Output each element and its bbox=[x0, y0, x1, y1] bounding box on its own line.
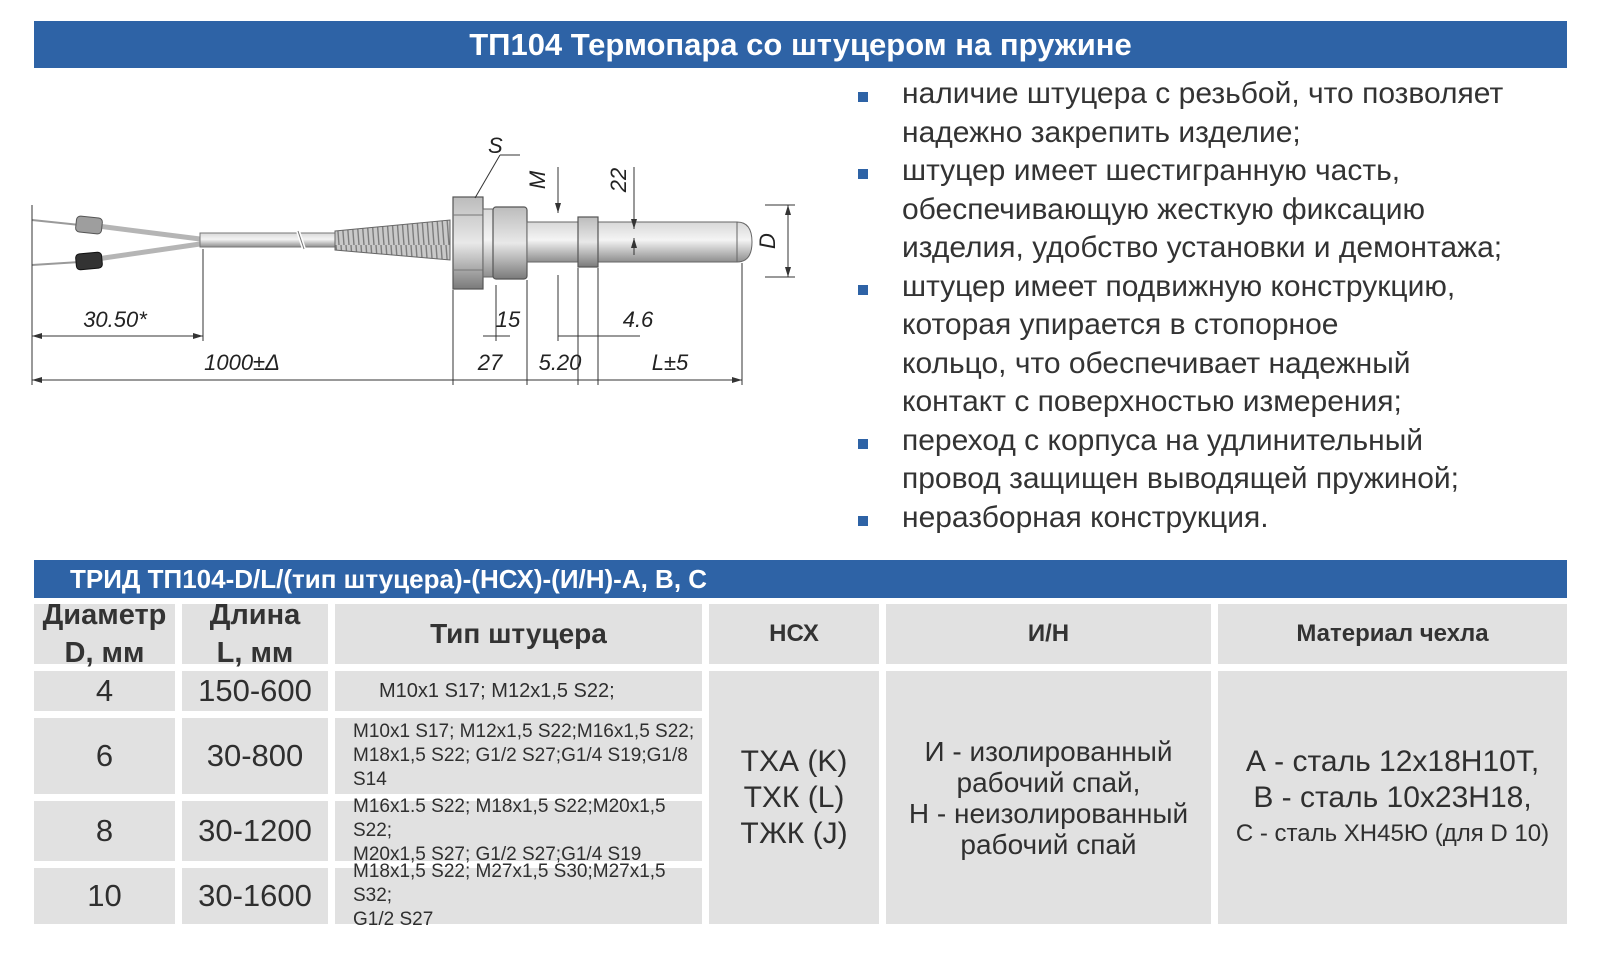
row-diameter: 8 bbox=[34, 801, 175, 861]
label-4-6: 4.6 bbox=[622, 307, 654, 332]
row-length: 30-1200 bbox=[182, 801, 328, 861]
spec-table bbox=[34, 599, 1567, 944]
row-length: 30-1600 bbox=[182, 868, 328, 924]
row-length: 150-600 bbox=[182, 671, 328, 711]
stop-ring bbox=[578, 217, 598, 267]
fitting-body bbox=[493, 207, 527, 279]
label-27: 27 bbox=[477, 350, 503, 375]
label-5-20: 5.20 bbox=[538, 350, 582, 375]
feature-item: штуцер имеет подвижную конструкцию, которая упирается в стопорное кольцо, что обеспечивает надежный контакт с поверхностью измерения; bbox=[850, 268, 1580, 422]
row-diameter: 10 bbox=[34, 868, 175, 924]
row-fitting: M16x1.5 S22; M18x1,5 S22;M20x1,5 S22; M20x1,5 S27; G1/2 S27;G1/4 S19 bbox=[335, 801, 702, 861]
row-diameter: 6 bbox=[34, 718, 175, 794]
row-fitting: M10x1 S17; M12x1,5 S22; bbox=[335, 671, 702, 711]
material-line: В - сталь 10х23Н18, bbox=[1253, 780, 1532, 814]
order-code-bar: ТРИД ТП104-D/L/(тип штуцера)-(НСХ)-(И/Н)-А, В, С bbox=[34, 560, 1567, 598]
square-bullet-icon bbox=[858, 439, 868, 449]
row-length: 30-800 bbox=[182, 718, 328, 794]
square-bullet-icon bbox=[858, 285, 868, 295]
feature-item: наличие штуцера с резьбой, что позволяет надежно закрепить изделие; bbox=[850, 75, 1580, 152]
square-bullet-icon bbox=[858, 169, 868, 179]
row-fitting: M10x1 S17; M12x1,5 S22;M16x1,5 S22; M18x1,5 S22; G1/2 S27;G1/4 S19;G1/8 S14 bbox=[335, 718, 702, 794]
thermocouple-drawing bbox=[30, 125, 820, 400]
header-in: И/Н bbox=[886, 604, 1211, 664]
feature-item: переход с корпуса на удлинительный провод защищен выводящей пружиной; bbox=[850, 422, 1580, 499]
feature-item: штуцер имеет шестигранную часть, обеспечивающую жесткую фиксацию изделия, удобство установки и демонтажа; bbox=[850, 152, 1580, 268]
header-nsh: НСХ bbox=[709, 604, 879, 664]
feature-item: неразборная конструкция. bbox=[850, 499, 1580, 538]
material-line: А - сталь 12х18Н10Т, bbox=[1245, 744, 1540, 778]
in-values: И - изолированный рабочий спай, Н - неизолированный рабочий спай bbox=[886, 671, 1211, 924]
sheath bbox=[527, 222, 737, 262]
label-1000: 1000±Δ bbox=[204, 350, 280, 375]
row-fitting: M18x1,5 S22; M27x1,5 S30;M27x1,5 S32; G1/2 S27 bbox=[335, 868, 702, 924]
label-22: 22 bbox=[606, 167, 631, 193]
material-line: С - сталь ХН45Ю (для D 10) bbox=[1235, 819, 1550, 847]
label-d: D bbox=[755, 233, 780, 249]
label-30-50: 30.50* bbox=[83, 307, 147, 332]
nsh-values: ТХА (K) ТХК (L) ТЖК (J) bbox=[709, 671, 879, 924]
row-diameter: 4 bbox=[34, 671, 175, 711]
material-values bbox=[1218, 671, 1567, 924]
square-bullet-icon bbox=[858, 516, 868, 526]
header-length: Длина L, мм bbox=[182, 604, 328, 664]
label-15: 15 bbox=[495, 307, 521, 332]
wire-leads bbox=[32, 216, 200, 270]
lead-tube bbox=[200, 233, 340, 247]
label-s: S bbox=[488, 133, 503, 158]
label-l: L±5 bbox=[651, 350, 689, 375]
label-m: M bbox=[525, 170, 550, 190]
page-title: ТП104 Термопара со штуцером на пружине bbox=[34, 21, 1567, 68]
hex-nut bbox=[453, 197, 483, 289]
header-material: Материал чехла bbox=[1218, 604, 1567, 664]
header-fitting: Тип штуцера bbox=[335, 604, 702, 664]
features-list bbox=[850, 75, 1580, 537]
header-diameter: Диаметр D, мм bbox=[34, 604, 175, 664]
square-bullet-icon bbox=[858, 92, 868, 102]
spring bbox=[335, 220, 450, 260]
